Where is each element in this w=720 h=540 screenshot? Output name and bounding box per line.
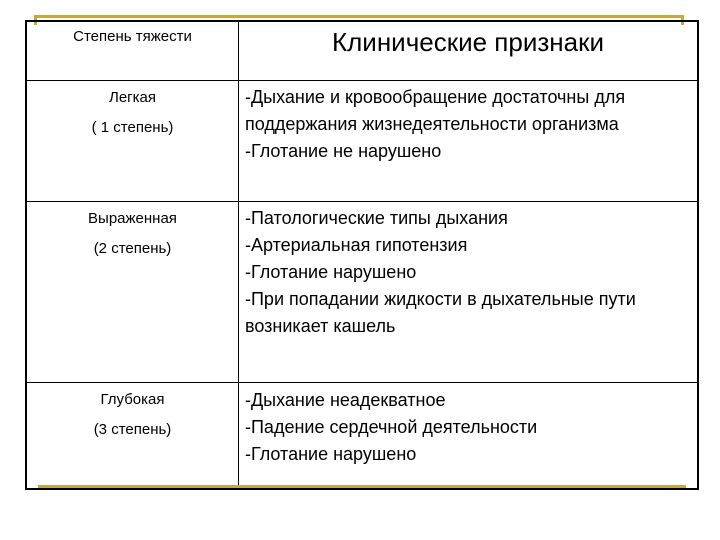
decorative-bottom-line [38,485,686,488]
table-row-signs-1 [245,84,695,165]
decorative-top-line [34,15,684,18]
clinical-sign: -Артериальная гипотензия [245,235,468,255]
clinical-sign: -Глотание не нарушено [245,141,442,161]
clinical-sign: -Глотание нарушено [245,444,417,464]
row-divider-1 [27,201,697,202]
table-row-signs-3 [245,387,695,468]
clinical-sign: -Патологические типы дыхания [245,208,508,228]
severity-degree: (2 степень) [93,240,172,257]
table-row-severity-2 [27,204,238,264]
header-severity: Степень тяжести [73,28,192,45]
header-divider [27,80,697,81]
clinical-sign: -Дыхание неадекватное [245,390,446,410]
clinical-sign: -При попадании жидкости в дыхательные пути возникает кашель [245,289,636,336]
severity-name: Выраженная [88,210,177,227]
column-divider [238,22,239,488]
clinical-sign: -Глотание нарушено [245,262,417,282]
table-row-severity-1 [27,83,238,143]
clinical-sign: -Падение сердечной деятельности [245,417,538,437]
table-row-signs-2 [245,205,695,340]
header-clinical-signs: Клинические признаки [331,27,604,57]
clinical-sign: -Дыхание и кровообращение достаточны для поддержания жизнедеятельности организма [245,87,626,134]
severity-degree: ( 1 степень) [91,119,174,136]
severity-table [25,20,699,490]
severity-name: Глубокая [100,391,165,408]
table-row-severity-3 [27,385,238,445]
severity-name: Легкая [108,89,156,106]
severity-degree: (3 степень) [93,421,172,438]
row-divider-2 [27,382,697,383]
